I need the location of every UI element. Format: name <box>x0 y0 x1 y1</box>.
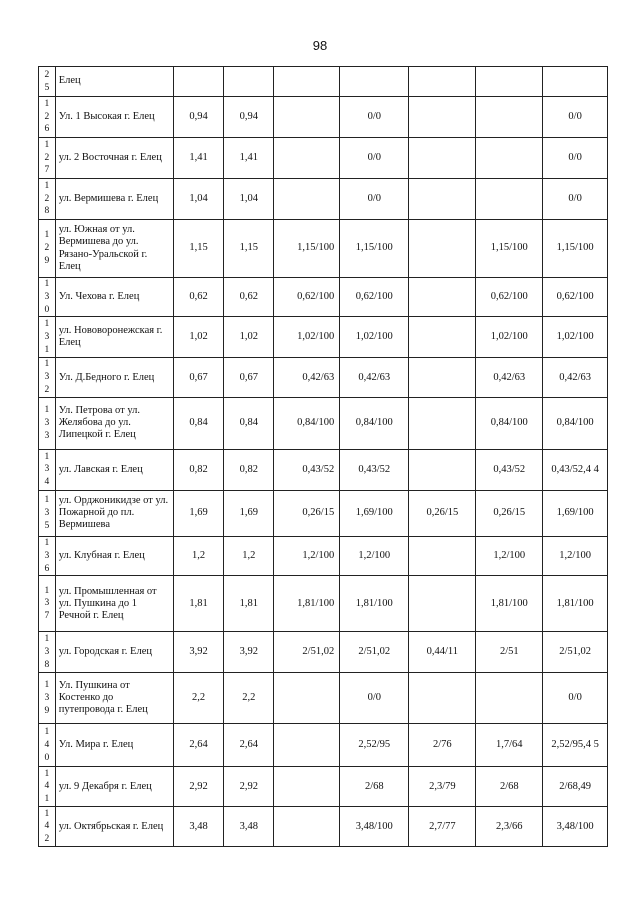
row-number-digit: 1 <box>44 139 50 150</box>
value-cell-7: 0,84/100 <box>543 397 608 449</box>
row-number-digit: 1 <box>44 794 50 805</box>
table-row <box>39 317 608 358</box>
row-number <box>39 767 56 807</box>
value-cell-5: 0,44/11 <box>409 632 476 673</box>
value-cell-5 <box>409 358 476 397</box>
table-row <box>39 278 608 317</box>
table-row <box>39 807 608 847</box>
row-number <box>39 536 56 575</box>
value-cell-6 <box>476 673 543 724</box>
row-number-digit: 6 <box>44 124 50 135</box>
value-cell-1: 1,02 <box>173 317 223 358</box>
street-name: ул. Южная от ул. Вермишева до ул. Рязано-Уральской г. Елец <box>55 220 173 278</box>
row-number-digit: 2 <box>44 69 50 80</box>
value-cell-1: 2,64 <box>173 724 223 767</box>
value-cell-2: 2,2 <box>224 673 274 724</box>
row-number-digit: 5 <box>44 82 50 93</box>
value-cell-7: 2/68,49 <box>543 767 608 807</box>
table-body <box>39 67 608 847</box>
row-number-digit: 9 <box>44 705 50 716</box>
row-number-digit: 1 <box>44 359 50 370</box>
row-number <box>39 724 56 767</box>
value-cell-1: 1,69 <box>173 490 223 536</box>
value-cell-1: 0,82 <box>173 449 223 490</box>
street-name: ул. Вермишева г. Елец <box>55 179 173 220</box>
street-name: ул. Лавская г. Елец <box>55 449 173 490</box>
row-number-digit: 1 <box>44 495 50 506</box>
row-number-digit: 3 <box>44 417 50 428</box>
value-cell-4: 1,69/100 <box>340 490 409 536</box>
row-number <box>39 358 56 397</box>
value-cell-4: 1,15/100 <box>340 220 409 278</box>
value-cell-5: 2/76 <box>409 724 476 767</box>
value-cell-2: 1,15 <box>224 220 274 278</box>
value-cell-4: 0/0 <box>340 673 409 724</box>
value-cell-7: 2,52/95,4 5 <box>543 724 608 767</box>
row-number <box>39 67 56 97</box>
street-name: ул. Городская г. Елец <box>55 632 173 673</box>
value-cell-3: 0,62/100 <box>274 278 340 317</box>
value-cell-3: 0,84/100 <box>274 397 340 449</box>
row-number <box>39 278 56 317</box>
row-number-digit: 0 <box>44 304 50 315</box>
value-cell-3: 2/51,02 <box>274 632 340 673</box>
value-cell-6: 1,2/100 <box>476 536 543 575</box>
row-number-digit: 1 <box>44 319 50 330</box>
street-name: Ул. Мира г. Елец <box>55 724 173 767</box>
value-cell-6 <box>476 138 543 179</box>
row-number-digit: 2 <box>44 152 50 163</box>
row-number <box>39 576 56 632</box>
row-number-digit: 2 <box>44 385 50 396</box>
value-cell-3: 1,15/100 <box>274 220 340 278</box>
value-cell-2: 0,67 <box>224 358 274 397</box>
value-cell-4: 3,48/100 <box>340 807 409 847</box>
value-cell-5: 2,7/77 <box>409 807 476 847</box>
value-cell-2: 0,82 <box>224 449 274 490</box>
row-number-digit: 1 <box>44 405 50 416</box>
value-cell-6 <box>476 67 543 97</box>
table-row <box>39 397 608 449</box>
value-cell-6: 0,43/52 <box>476 449 543 490</box>
value-cell-3 <box>274 673 340 724</box>
value-cell-6 <box>476 179 543 220</box>
value-cell-3: 1,02/100 <box>274 317 340 358</box>
value-cell-4: 0,43/52 <box>340 449 409 490</box>
row-number-digit: 3 <box>44 646 50 657</box>
value-cell-7: 2/51,02 <box>543 632 608 673</box>
row-number-digit: 4 <box>44 781 50 792</box>
value-cell-7: 0,43/52,4 4 <box>543 449 608 490</box>
row-number-digit: 7 <box>44 165 50 176</box>
street-name: ул. Орджоникидзе от ул. Пожарной до пл. Вермишева <box>55 490 173 536</box>
value-cell-7: 1,02/100 <box>543 317 608 358</box>
value-cell-4: 2/68 <box>340 767 409 807</box>
row-number-digit: 8 <box>44 206 50 217</box>
value-cell-5 <box>409 536 476 575</box>
value-cell-1: 1,41 <box>173 138 223 179</box>
row-number-digit: 3 <box>44 550 50 561</box>
street-name: Ул. Пушкина от Костенко до путепровода г. Елец <box>55 673 173 724</box>
value-cell-6: 1,7/64 <box>476 724 543 767</box>
row-number-digit: 6 <box>44 563 50 574</box>
value-cell-2: 3,48 <box>224 807 274 847</box>
value-cell-7 <box>543 67 608 97</box>
value-cell-4: 1,2/100 <box>340 536 409 575</box>
value-cell-2: 1,81 <box>224 576 274 632</box>
value-cell-3 <box>274 97 340 138</box>
row-number-digit: 1 <box>44 344 50 355</box>
value-cell-6: 0,62/100 <box>476 278 543 317</box>
table-row <box>39 673 608 724</box>
row-number <box>39 179 56 220</box>
value-cell-6: 2/68 <box>476 767 543 807</box>
table-row <box>39 576 608 632</box>
row-number-digit: 2 <box>44 243 50 254</box>
value-cell-6: 1,02/100 <box>476 317 543 358</box>
value-cell-4: 1,81/100 <box>340 576 409 632</box>
value-cell-2: 2,92 <box>224 767 274 807</box>
table-row <box>39 67 608 97</box>
value-cell-2: 3,92 <box>224 632 274 673</box>
value-cell-3: 1,2/100 <box>274 536 340 575</box>
value-cell-1: 0,84 <box>173 397 223 449</box>
table-row <box>39 358 608 397</box>
table-row <box>39 632 608 673</box>
value-cell-5 <box>409 673 476 724</box>
row-number-digit: 1 <box>44 180 50 191</box>
row-number-digit: 1 <box>44 680 50 691</box>
row-number-digit: 3 <box>44 372 50 383</box>
value-cell-4: 2/51,02 <box>340 632 409 673</box>
value-cell-7: 1,15/100 <box>543 220 608 278</box>
row-number-digit: 3 <box>44 598 50 609</box>
row-number-digit: 1 <box>44 279 50 289</box>
row-number-digit: 3 <box>44 332 50 343</box>
value-cell-3 <box>274 138 340 179</box>
street-name: ул. Клубная г. Елец <box>55 536 173 575</box>
value-cell-6: 2,3/66 <box>476 807 543 847</box>
value-cell-4: 0,84/100 <box>340 397 409 449</box>
value-cell-2: 0,94 <box>224 97 274 138</box>
row-number-digit: 3 <box>44 464 50 475</box>
value-cell-7: 0,42/63 <box>543 358 608 397</box>
value-cell-3 <box>274 67 340 97</box>
row-number-digit: 5 <box>44 520 50 531</box>
value-cell-7: 1,81/100 <box>543 576 608 632</box>
value-cell-3: 0,42/63 <box>274 358 340 397</box>
value-cell-3 <box>274 807 340 847</box>
row-number-digit: 2 <box>44 111 50 122</box>
value-cell-5 <box>409 179 476 220</box>
value-cell-2: 0,84 <box>224 397 274 449</box>
street-name: Ул. Чехова г. Елец <box>55 278 173 317</box>
table-row <box>39 179 608 220</box>
value-cell-6: 1,15/100 <box>476 220 543 278</box>
value-cell-5 <box>409 220 476 278</box>
value-cell-5 <box>409 449 476 490</box>
value-cell-5: 2,3/79 <box>409 767 476 807</box>
value-cell-3: 0,26/15 <box>274 490 340 536</box>
table-row <box>39 220 608 278</box>
row-number <box>39 673 56 724</box>
row-number-digit: 1 <box>44 230 50 241</box>
row-number <box>39 317 56 358</box>
row-number <box>39 490 56 536</box>
street-name: ул. 9 Декабря г. Елец <box>55 767 173 807</box>
row-number-digit: 1 <box>44 768 50 779</box>
value-cell-5: 0,26/15 <box>409 490 476 536</box>
value-cell-7: 0/0 <box>543 138 608 179</box>
value-cell-4: 2,52/95 <box>340 724 409 767</box>
row-number <box>39 449 56 490</box>
table-row <box>39 536 608 575</box>
row-number-digit: 1 <box>44 98 50 109</box>
page-number: 98 <box>312 38 328 53</box>
value-cell-2: 1,41 <box>224 138 274 179</box>
value-cell-2: 1,04 <box>224 179 274 220</box>
value-cell-2: 0,62 <box>224 278 274 317</box>
value-cell-4: 1,02/100 <box>340 317 409 358</box>
value-cell-1: 1,15 <box>173 220 223 278</box>
row-number-digit: 4 <box>44 821 50 832</box>
value-cell-6: 1,81/100 <box>476 576 543 632</box>
row-number-digit: 0 <box>44 752 50 763</box>
value-cell-1: 3,48 <box>173 807 223 847</box>
value-cell-3: 0,43/52 <box>274 449 340 490</box>
value-cell-4: 0,42/63 <box>340 358 409 397</box>
value-cell-1 <box>173 67 223 97</box>
value-cell-1: 2,92 <box>173 767 223 807</box>
value-cell-5 <box>409 397 476 449</box>
value-cell-5 <box>409 317 476 358</box>
row-number-digit: 1 <box>44 634 50 645</box>
table-row <box>39 724 608 767</box>
street-name: ул. Промышленная от ул. Пушкина до 1 Речной г. Елец <box>55 576 173 632</box>
table-row <box>39 490 608 536</box>
value-cell-7: 3,48/100 <box>543 807 608 847</box>
table-row <box>39 767 608 807</box>
value-cell-1: 2,2 <box>173 673 223 724</box>
value-cell-3: 1,81/100 <box>274 576 340 632</box>
value-cell-2: 1,69 <box>224 490 274 536</box>
value-cell-2: 1,02 <box>224 317 274 358</box>
row-number-digit: 4 <box>44 739 50 750</box>
value-cell-4: 0,62/100 <box>340 278 409 317</box>
row-number-digit: 3 <box>44 291 50 302</box>
value-cell-5 <box>409 138 476 179</box>
row-number-digit: 8 <box>44 659 50 670</box>
value-cell-4: 0/0 <box>340 138 409 179</box>
row-number <box>39 397 56 449</box>
value-cell-2 <box>224 67 274 97</box>
street-name: Ул. Д.Бедного г. Елец <box>55 358 173 397</box>
value-cell-1: 1,2 <box>173 536 223 575</box>
row-number <box>39 97 56 138</box>
table-row <box>39 97 608 138</box>
value-cell-1: 3,92 <box>173 632 223 673</box>
value-cell-7: 1,2/100 <box>543 536 608 575</box>
value-cell-1: 1,04 <box>173 179 223 220</box>
street-name: ул. Октябрьская г. Елец <box>55 807 173 847</box>
street-name: Ул. Петрова от ул. Желябова до ул. Липецкой г. Елец <box>55 397 173 449</box>
value-cell-7: 0/0 <box>543 97 608 138</box>
street-name: ул. 2 Восточная г. Елец <box>55 138 173 179</box>
row-number-digit: 7 <box>44 611 50 622</box>
value-cell-2: 2,64 <box>224 724 274 767</box>
value-cell-5 <box>409 278 476 317</box>
row-number-digit: 3 <box>44 507 50 518</box>
value-cell-3 <box>274 767 340 807</box>
street-name: Елец <box>55 67 173 97</box>
value-cell-7: 0,62/100 <box>543 278 608 317</box>
street-name: Ул. 1 Высокая г. Елец <box>55 97 173 138</box>
value-cell-3 <box>274 179 340 220</box>
value-cell-2: 1,2 <box>224 536 274 575</box>
row-number <box>39 220 56 278</box>
value-cell-1: 0,62 <box>173 278 223 317</box>
value-cell-1: 0,67 <box>173 358 223 397</box>
value-cell-4: 0/0 <box>340 179 409 220</box>
row-number-digit: 2 <box>44 834 50 845</box>
row-number-digit: 1 <box>44 585 50 596</box>
value-cell-1: 0,94 <box>173 97 223 138</box>
value-cell-7: 1,69/100 <box>543 490 608 536</box>
value-cell-3 <box>274 724 340 767</box>
row-number-digit: 1 <box>44 451 50 462</box>
value-cell-6: 0,42/63 <box>476 358 543 397</box>
street-name: ул. Нововоронежская г. Елец <box>55 317 173 358</box>
value-cell-7: 0/0 <box>543 179 608 220</box>
row-number-digit: 4 <box>44 477 50 488</box>
table-row <box>39 138 608 179</box>
row-number-digit: 1 <box>44 808 50 819</box>
value-cell-5 <box>409 576 476 632</box>
value-cell-4 <box>340 67 409 97</box>
value-cell-5 <box>409 97 476 138</box>
row-number-digit: 3 <box>44 692 50 703</box>
value-cell-4: 0/0 <box>340 97 409 138</box>
value-cell-1: 1,81 <box>173 576 223 632</box>
row-number-digit: 3 <box>44 430 50 441</box>
row-number <box>39 807 56 847</box>
table-row <box>39 449 608 490</box>
value-cell-7: 0/0 <box>543 673 608 724</box>
roads-table <box>38 66 608 847</box>
value-cell-6: 2/51 <box>476 632 543 673</box>
row-number-digit: 9 <box>44 255 50 266</box>
value-cell-5 <box>409 67 476 97</box>
row-number <box>39 138 56 179</box>
row-number-digit: 1 <box>44 727 50 738</box>
value-cell-6: 0,84/100 <box>476 397 543 449</box>
row-number-digit: 1 <box>44 537 50 548</box>
value-cell-6: 0,26/15 <box>476 490 543 536</box>
value-cell-6 <box>476 97 543 138</box>
row-number-digit: 2 <box>44 193 50 204</box>
row-number <box>39 632 56 673</box>
